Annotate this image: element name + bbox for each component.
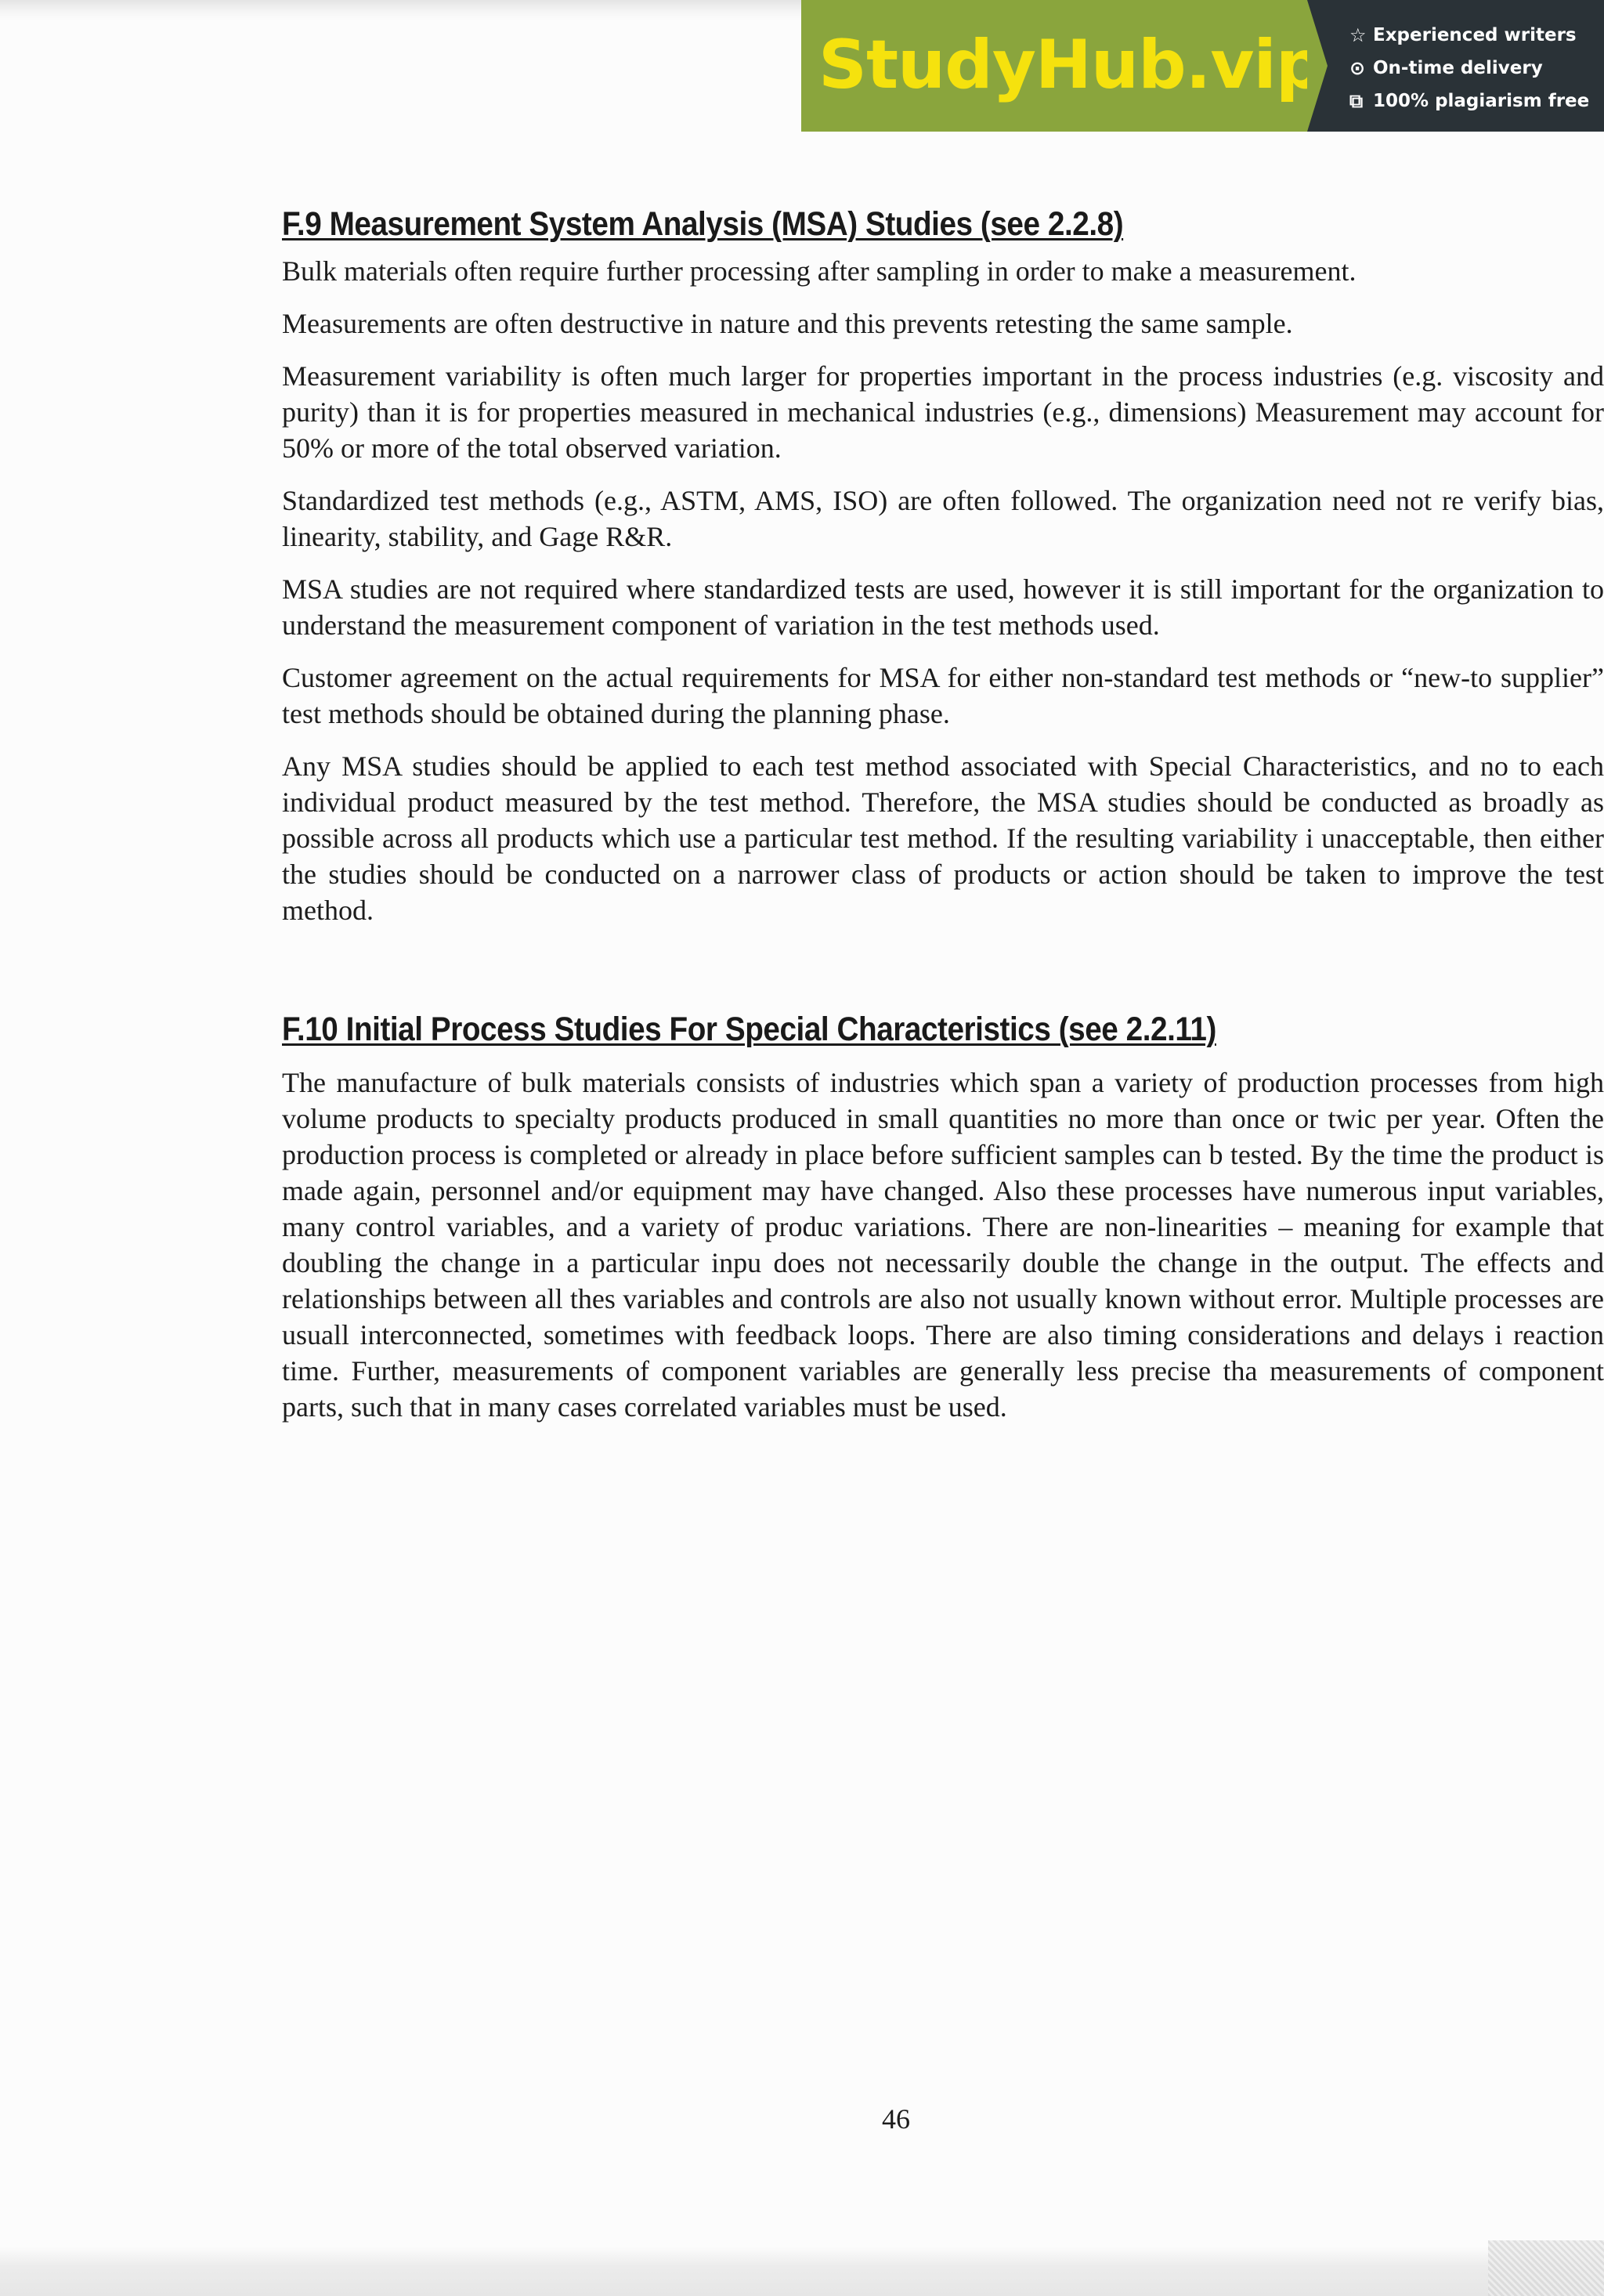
paragraph: Measurements are often destructive in nature and this prevents retesting the same sample. <box>282 308 1293 339</box>
paragraph: Measurement variability is often much larger for properties important in the process industries (e.g. viscosity and purity) than it is for properties measured in mechanical industries (e.g., dimensions) Measurement may account for 50% or more of the total observed variation. <box>282 360 1604 464</box>
clock-icon: ⊙ <box>1349 57 1366 79</box>
brand-logo: StudyHub.vip <box>818 26 1324 104</box>
features-panel <box>1307 0 1604 132</box>
star-icon: ☆ <box>1349 24 1367 46</box>
paragraph: Bulk materials often require further processing after sampling in order to make a measurement. <box>282 255 1357 287</box>
feature-on-time-delivery <box>1349 52 1604 85</box>
page-number: 46 <box>882 2103 910 2135</box>
feature-experienced-writers <box>1349 19 1604 52</box>
scan-shadow-bottom <box>0 2247 1604 2296</box>
paragraph: Customer agreement on the actual requirements for MSA for either non-standard test methods or “new-to supplier” test methods should be obtained during the planning phase. <box>282 662 1604 729</box>
section-f10 <box>282 1011 1604 1441</box>
feature-label: 100% plagiarism free <box>1373 91 1590 111</box>
section-f9 <box>282 205 1604 945</box>
banner-arrow <box>1307 0 1328 132</box>
paragraph: The manufacture of bulk materials consists of industries which span a variety of production processes from high volume products to specialty products produced in small quantities no more than once or twic per year. Often the production process is completed or already in place before sufficient samples can b tested. By the time the product is made again, personnel and/or equipment may have changed. Also these processes have numerous input variables, many control variables, and a variety of produc variations. There are non-linearities – meaning for example that doubling the change in a particular inpu does not necessarily double the change in the output. The effects and relationships between all thes variables and controls are also not usually known without error. Multiple processes are usuall interconnected, sometimes with feedback loops. There are also timing considerations and delays i reaction time. Further, measurements of component variables are generally less precise tha measurements of component parts, such that in many cases correlated variables must be used. <box>282 1067 1604 1423</box>
scan-shadow-top <box>0 0 815 20</box>
studyhub-banner[interactable] <box>801 0 1604 132</box>
copy-icon: ⧉ <box>1349 90 1364 112</box>
paragraph: Any MSA studies should be applied to each test method associated with Special Characteristics, and no to each individual product measured by the test method. Therefore, the MSA studies should be conducted as broadly as possible across all products which use a particular test method. If the resulting variability i unacceptable, then either the studies should be conducted on a narrower class of products or action should be taken to improve the test method. <box>282 750 1604 926</box>
feature-label: On-time delivery <box>1373 58 1543 78</box>
scan-corner-noise <box>1488 2240 1604 2296</box>
paragraph: MSA studies are not required where standardized tests are used, however it is still important for the organization to understand the measurement component of variation in the test methods used. <box>282 573 1604 641</box>
feature-label: Experienced writers <box>1373 25 1577 45</box>
paragraph: Standardized test methods (e.g., ASTM, AMS, ISO) are often followed. The organization need not re verify bias, linearity, stability, and Gage R&R. <box>282 485 1604 552</box>
feature-plagiarism-free <box>1349 85 1604 118</box>
section-heading: F.9 Measurement System Analysis (MSA) Studies (see 2.2.8) <box>282 205 1124 243</box>
section-heading: F.10 Initial Process Studies For Special Characteristics (see 2.2.11) <box>282 1011 1216 1048</box>
brand-panel <box>801 0 1324 132</box>
